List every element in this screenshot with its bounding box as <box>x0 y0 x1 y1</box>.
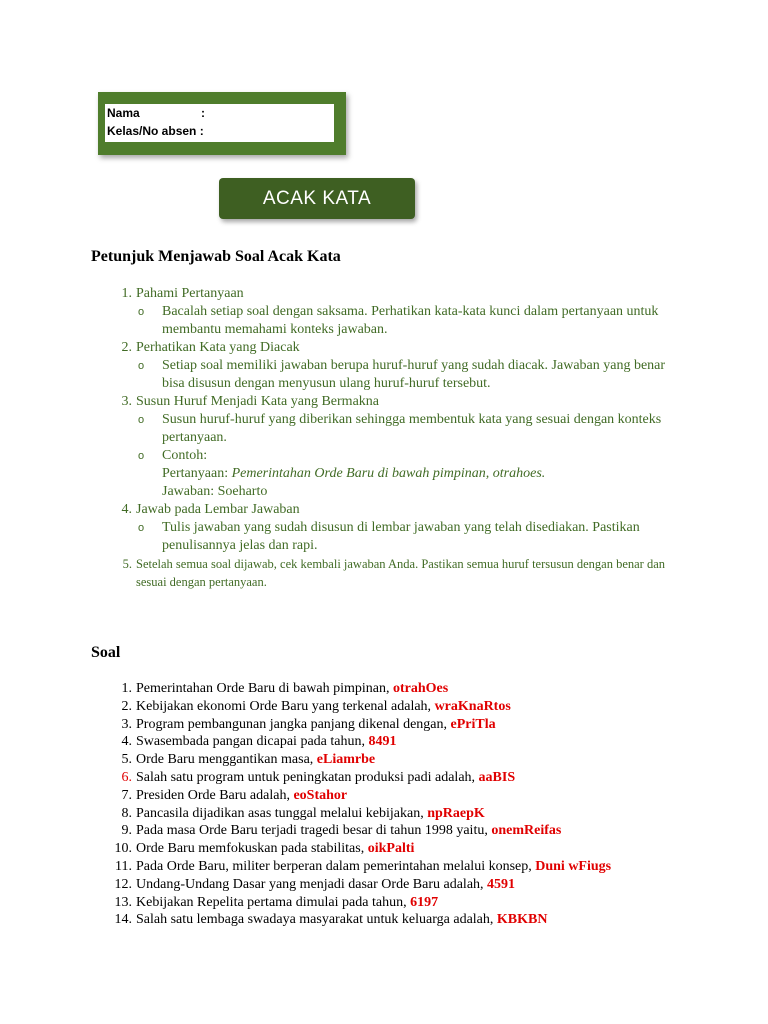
example-question <box>162 465 672 483</box>
instruction-sub-wrap <box>136 519 768 555</box>
question-text: Kebijakan ekonomi Orde Baru yang terkenal adalah, <box>136 698 435 714</box>
example-question-label: Pertanyaan: <box>162 466 232 481</box>
scrambled-answer: otrahOes <box>392 681 449 696</box>
instruction-label: Jawab pada Lembar Jawaban <box>136 502 300 517</box>
question-text: Salah satu lembaga swadaya masyarakat untuk keluarga adalah, <box>136 912 497 928</box>
scrambled-answer: wraKnaRtos <box>434 698 511 714</box>
instruction-sub-wrap <box>136 357 768 393</box>
scrambled-answer: eLiamrbe <box>316 752 376 768</box>
question-text: Salah satu program untuk peningkatan produksi padi adalah, <box>136 769 479 785</box>
question-number: 1. <box>121 681 132 696</box>
instruction-label: Pahami Pertanyaan <box>136 286 244 301</box>
question-row <box>121 769 768 787</box>
instruction-number: 5. <box>122 557 132 571</box>
instruction-sub-text: Setiap soal memiliki jawaban berupa huruf-huruf yang sudah diacak. Jawaban yang benar bisa disusun dengan menyusun ulang huruf-huruf tersebut. <box>162 358 666 391</box>
nama-colon: : <box>201 106 205 120</box>
instruction-item <box>121 393 768 411</box>
question-number: 11. <box>115 858 132 874</box>
question-text: Swasembada pangan dicapai pada tahun, <box>136 734 369 750</box>
question-row <box>114 894 768 912</box>
nama-row <box>107 106 205 120</box>
instruction-item <box>122 555 666 591</box>
question-text: Kebijakan Repelita pertama dimulai pada tahun, <box>136 894 411 910</box>
instruction-sub-item <box>138 357 672 393</box>
bullet-o: o <box>138 414 145 426</box>
instructions-heading: Petunjuk Menjawab Soal Acak Kata <box>91 248 341 265</box>
question-number: 6. <box>121 769 132 785</box>
question-number: 2. <box>121 698 132 714</box>
scrambled-answer: KBKBN <box>496 912 548 928</box>
instruction-item <box>121 285 768 303</box>
question-row <box>121 733 768 751</box>
instructions-list <box>0 285 768 591</box>
bullet-o: o <box>138 522 145 534</box>
nama-label: Nama <box>107 106 140 120</box>
kelas-label: Kelas/No absen : <box>107 124 204 138</box>
question-row <box>121 716 768 734</box>
instruction-sub-text: Bacalah setiap soal dengan saksama. Perhatikan kata-kata kunci dalam pertanyaan untuk membantu memahami konteks jawaban. <box>162 304 659 337</box>
worksheet-title: ACAK KATA <box>219 178 415 219</box>
question-row <box>121 805 768 823</box>
scrambled-answer: aaBIS <box>478 769 516 785</box>
question-row <box>121 680 768 698</box>
instruction-label: Perhatikan Kata yang Diacak <box>136 340 300 355</box>
instruction-item <box>121 501 768 519</box>
question-text: Orde Baru menggantikan masa, <box>136 752 317 768</box>
question-number: 4. <box>121 734 132 750</box>
instruction-sub-item <box>138 411 672 447</box>
question-number: 10. <box>114 841 132 857</box>
questions-heading: Soal <box>91 644 121 661</box>
scrambled-answer: 6197 <box>410 894 439 910</box>
question-text: Pada masa Orde Baru terjadi tragedi besar di tahun 1998 yaitu, <box>136 823 492 839</box>
question-row <box>121 698 768 716</box>
scrambled-answer: 4591 <box>487 876 516 892</box>
question-row <box>114 911 768 929</box>
instruction-sub-item <box>138 519 672 555</box>
question-text: Orde Baru memfokuskan pada stabilitas, <box>136 841 368 857</box>
question-number: 14. <box>114 912 132 928</box>
question-text: Undang-Undang Dasar yang menjadi dasar Orde Baru adalah, <box>136 876 488 892</box>
instruction-number: 4. <box>121 502 132 517</box>
question-number: 9. <box>121 823 132 839</box>
instruction-label: Setelah semua soal dijawab, cek kembali jawaban Anda. Pastikan semua huruf tersusun dengan benar dan sesuai dengan pertanyaan. <box>136 557 666 589</box>
example-block <box>138 447 672 501</box>
question-text: Pemerintahan Orde Baru di bawah pimpinan, <box>136 681 393 696</box>
bullet-o: o <box>138 450 145 462</box>
question-number: 13. <box>114 894 132 910</box>
question-row <box>121 787 768 805</box>
question-text: Presiden Orde Baru adalah, <box>136 787 294 803</box>
question-number: 7. <box>121 787 132 803</box>
instruction-sub-item <box>138 303 672 339</box>
student-info-box <box>98 92 346 155</box>
question-number: 3. <box>121 716 132 732</box>
questions-list <box>0 680 768 929</box>
instruction-sub-text: Tulis jawaban yang sudah disusun di lembar jawaban yang telah disediakan. Pastikan penulisannya jelas dan rapi. <box>162 520 640 553</box>
instruction-number: 3. <box>121 394 132 409</box>
question-text: Pancasila dijadikan asas tunggal melalui kebijakan, <box>136 805 428 821</box>
question-row <box>114 876 768 894</box>
instruction-number: 2. <box>121 340 132 355</box>
question-number: 5. <box>121 752 132 768</box>
question-number: 8. <box>121 805 132 821</box>
scrambled-answer: Duni wFiugs <box>535 858 612 874</box>
question-row <box>114 840 768 858</box>
question-row <box>121 822 768 840</box>
example-question-text: Pemerintahan Orde Baru di bawah pimpinan, otrahoes. <box>231 466 546 481</box>
student-info-fields <box>105 104 334 142</box>
instruction-item <box>121 339 768 357</box>
instruction-label: Susun Huruf Menjadi Kata yang Bermakna <box>136 394 379 409</box>
instruction-number: 1. <box>121 286 132 301</box>
scrambled-answer: ePriTla <box>450 716 496 732</box>
scrambled-answer: onemReifas <box>491 823 562 839</box>
scrambled-answer: 8491 <box>368 734 397 750</box>
question-text: Program pembangunan jangka panjang dikenal dengan, <box>136 716 451 732</box>
scrambled-answer: oikPalti <box>367 841 415 857</box>
kelas-row <box>107 124 204 138</box>
bullet-o: o <box>138 360 145 372</box>
question-row <box>115 858 768 876</box>
question-text: Pada Orde Baru, militer berperan dalam pemerintahan melalui konsep, <box>136 858 536 874</box>
question-row <box>121 751 768 769</box>
question-number: 12. <box>114 876 132 892</box>
scrambled-answer: eoStahor <box>293 787 348 803</box>
bullet-o: o <box>138 306 145 318</box>
instruction-sub-wrap <box>136 411 768 501</box>
instruction-sub-text: Susun huruf-huruf yang diberikan sehingga membentuk kata yang sesuai dengan konteks pertanyaan. <box>162 412 662 445</box>
instruction-sub-wrap <box>136 303 768 339</box>
example-answer: Jawaban: Soeharto <box>162 484 268 499</box>
example-label: Contoh: <box>162 448 208 463</box>
scrambled-answer: npRaepK <box>427 805 485 821</box>
